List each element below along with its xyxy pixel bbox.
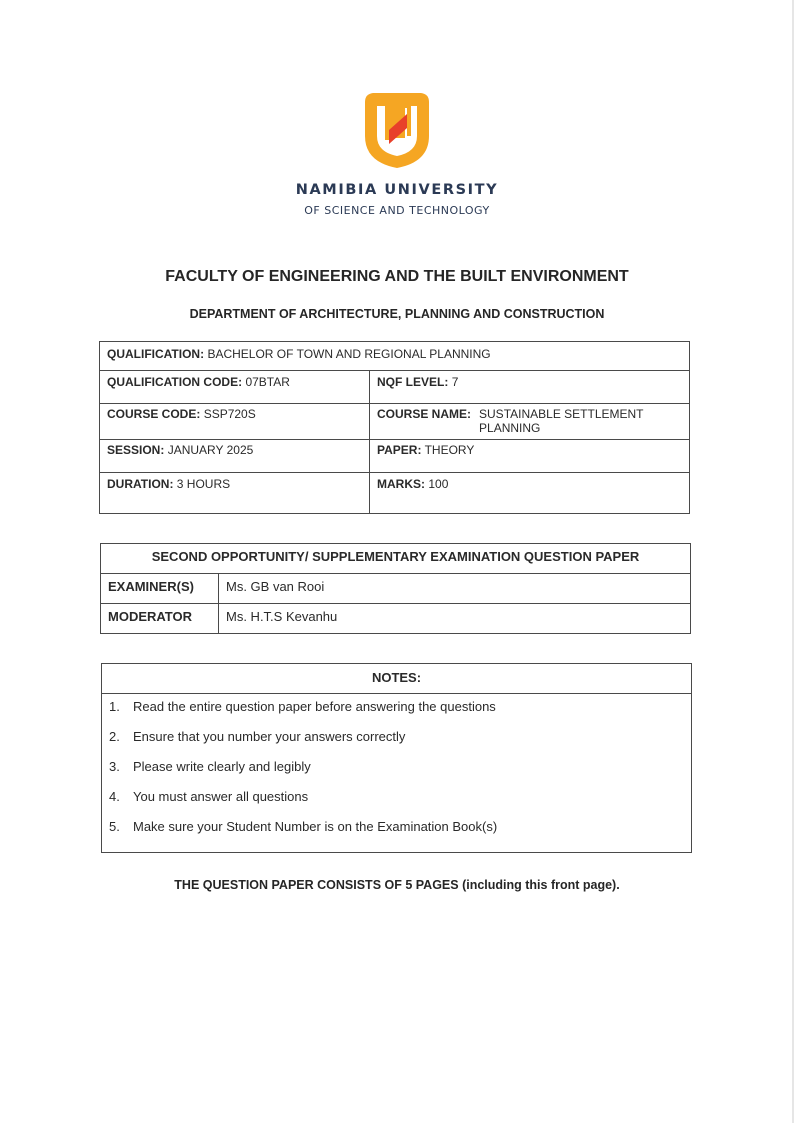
examiner-label: EXAMINER(S) — [101, 574, 219, 604]
note-item — [109, 786, 684, 816]
course-name-label: COURSE NAME: — [377, 407, 472, 421]
note-number: 2. — [109, 729, 120, 744]
page-count-note: THE QUESTION PAPER CONSISTS OF 5 PAGES (including this front page). — [174, 878, 620, 892]
note-item — [109, 756, 684, 786]
notes-title: NOTES: — [102, 664, 692, 694]
course-name-cell — [370, 404, 690, 440]
qualification-code-cell — [100, 371, 370, 404]
examiner-value: Ms. GB van Rooi — [219, 574, 691, 604]
session-value: JANUARY 2025 — [167, 443, 254, 457]
note-text: Ensure that you number your answers correctly — [133, 729, 406, 744]
paper-value: THEORY — [424, 443, 475, 457]
note-number: 4. — [109, 789, 120, 804]
note-text: Please write clearly and legibly — [133, 759, 311, 774]
qualification-table — [99, 341, 690, 514]
qualification-cell — [100, 342, 690, 371]
university-subtitle: OF SCIENCE AND TECHNOLOGY — [304, 204, 490, 217]
marks-value: 100 — [428, 477, 449, 491]
moderator-label: MODERATOR — [101, 604, 219, 634]
marks-cell — [370, 473, 690, 514]
note-item — [109, 696, 684, 726]
course-code-label: COURSE CODE: — [107, 407, 201, 421]
nust-shield-logo-icon — [359, 88, 435, 170]
note-number: 5. — [109, 819, 120, 834]
note-text: You must answer all questions — [133, 789, 309, 804]
nqf-level-label: NQF LEVEL: — [377, 375, 449, 389]
note-number: 1. — [109, 699, 120, 714]
session-cell — [100, 440, 370, 473]
qualification-label: QUALIFICATION: — [107, 347, 205, 361]
exam-paper-title: SECOND OPPORTUNITY/ SUPPLEMENTARY EXAMINATION QUESTION PAPER — [101, 544, 691, 574]
marks-label: MARKS: — [377, 477, 425, 491]
course-name-value: SUSTAINABLE SETTLEMENT PLANNING — [479, 407, 644, 435]
nqf-level-value: 7 — [451, 375, 459, 389]
course-code-cell — [100, 404, 370, 440]
course-code-value: SSP720S — [203, 407, 256, 421]
note-text: Make sure your Student Number is on the Examination Book(s) — [133, 819, 498, 834]
note-text: Read the entire question paper before answering the questions — [133, 699, 496, 714]
nqf-level-cell — [370, 371, 690, 404]
faculty-title: FACULTY OF ENGINEERING AND THE BUILT ENVIRONMENT — [165, 268, 629, 285]
note-number: 3. — [109, 759, 120, 774]
paper-label: PAPER: — [377, 443, 422, 457]
notes-list — [102, 694, 692, 853]
notes-table — [101, 663, 692, 853]
department-title: DEPARTMENT OF ARCHITECTURE, PLANNING AND CONSTRUCTION — [189, 307, 605, 321]
session-label: SESSION: — [107, 443, 165, 457]
moderator-value: Ms. H.T.S Kevanhu — [219, 604, 691, 634]
duration-label: DURATION: — [107, 477, 174, 491]
qualification-code-label: QUALIFICATION CODE: — [107, 375, 243, 389]
note-item — [109, 726, 684, 756]
qualification-value: BACHELOR OF TOWN AND REGIONAL PLANNING — [207, 347, 491, 361]
duration-cell — [100, 473, 370, 514]
university-logo — [0, 88, 794, 175]
qualification-code-value: 07BTAR — [245, 375, 290, 389]
university-name: NAMIBIA UNIVERSITY — [295, 182, 499, 198]
examination-table — [100, 543, 691, 634]
note-item — [109, 816, 684, 846]
paper-cell — [370, 440, 690, 473]
duration-value: 3 HOURS — [176, 477, 231, 491]
